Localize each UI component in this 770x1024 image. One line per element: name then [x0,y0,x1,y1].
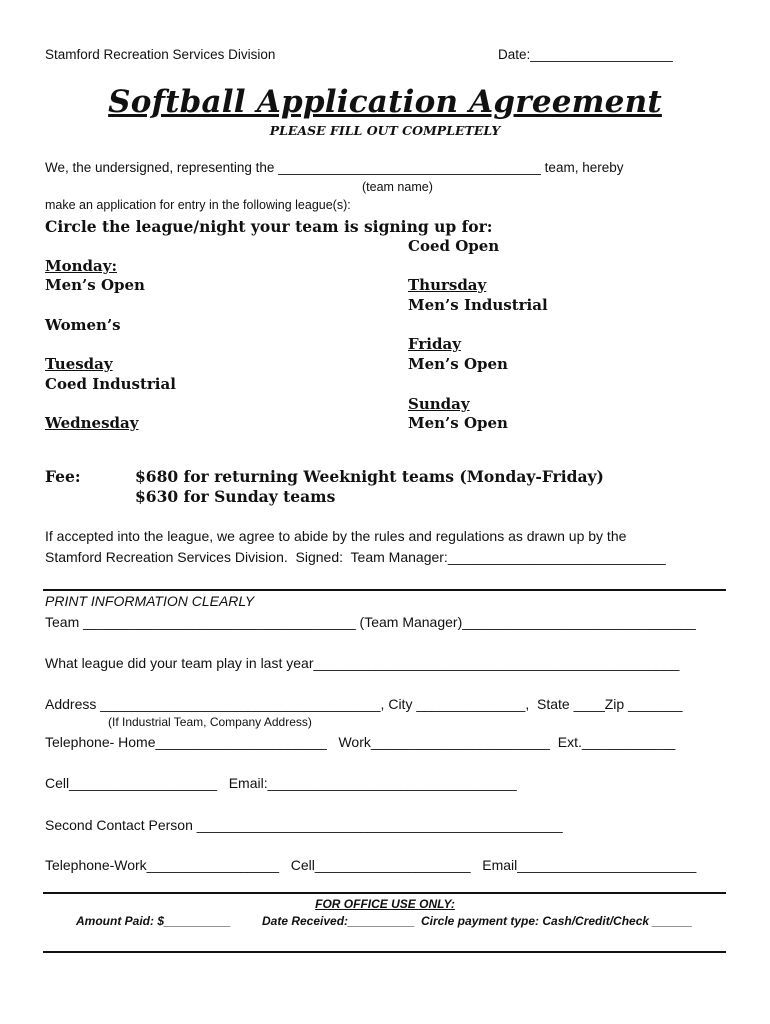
monday-heading: Monday: [45,257,117,275]
agreement-signature-line[interactable]: Stamford Recreation Services Division. Signed: Team Manager:____________________________ [45,549,666,565]
industrial-address-caption: (If Industrial Team, Company Address) [108,715,312,729]
date-received-field[interactable]: Date Received:__________ [262,914,415,928]
league-instruction: Circle the league/night your team is signing up for: [45,217,493,236]
print-clearly-note: PRINT INFORMATION CLEARLY [45,593,255,609]
sunday-heading: Sunday [408,395,470,413]
division-name: Stamford Recreation Services Division [45,47,276,62]
tuesday-heading: Tuesday [45,355,113,373]
league-sunday-mens-open[interactable]: Men’s Open [408,414,508,432]
agreement-line-1: If accepted into the league, we agree to abide by the rules and regulations as drawn up by the [45,528,627,544]
league-monday-mens-open[interactable]: Men’s Open [45,276,145,294]
thursday-heading: Thursday [408,276,487,294]
intro-line-2: make an application for entry in the following league(s): [45,198,351,212]
league-friday-mens-open[interactable]: Men’s Open [408,355,508,373]
league-tuesday-coed-industrial[interactable]: Coed Industrial [45,375,176,393]
intro-line-1[interactable]: We, the undersigned, representing the ___________________________________ team, hereby [45,160,624,175]
cell-email-fields[interactable]: Cell___________________ Email:________________________________ [45,775,517,791]
league-thursday-mens-industrial[interactable]: Men’s Industrial [408,296,548,314]
office-use-heading: FOR OFFICE USE ONLY: [315,897,455,911]
league-wednesday-coed-open[interactable]: Coed Open [408,237,500,255]
telephone-fields[interactable]: Telephone- Home______________________ Work_______________________ Ext.____________ [45,734,676,750]
payment-type-field[interactable]: Circle payment type: Cash/Credit/Check ______ [421,914,693,928]
second-contact-field[interactable]: Second Contact Person _______________________________________________ [45,817,563,833]
amount-paid-field[interactable]: Amount Paid: $__________ [76,914,231,928]
league-monday-womens[interactable]: Women’s [45,316,121,334]
last-year-league-field[interactable]: What league did your team play in last year_______________________________________________ [45,655,680,671]
fee-label: Fee: [45,467,81,486]
wednesday-heading: Wednesday [45,414,139,432]
page-subtitle: PLEASE FILL OUT COMPLETELY [269,123,501,138]
fee-weeknight: $680 for returning Weeknight teams (Monday-Friday) [135,467,604,486]
section-divider-office [43,892,726,894]
section-divider-top [43,589,726,591]
fee-sunday: $630 for Sunday teams [135,487,336,506]
section-divider-bottom [43,951,726,953]
date-field[interactable]: Date:___________________ [498,47,673,62]
team-name-caption: (team name) [362,180,433,194]
friday-heading: Friday [408,335,461,353]
team-and-manager-fields[interactable]: Team ___________________________________ (Team Manager)______________________________ [45,614,696,630]
second-contact-phone-fields[interactable]: Telephone-Work_________________ Cell____________________ Email_______________________ [45,857,697,873]
page-title: Softball Application Agreement [108,84,662,120]
address-fields[interactable]: Address ____________________________________, City ______________, State ____Zip _______ [45,696,683,712]
